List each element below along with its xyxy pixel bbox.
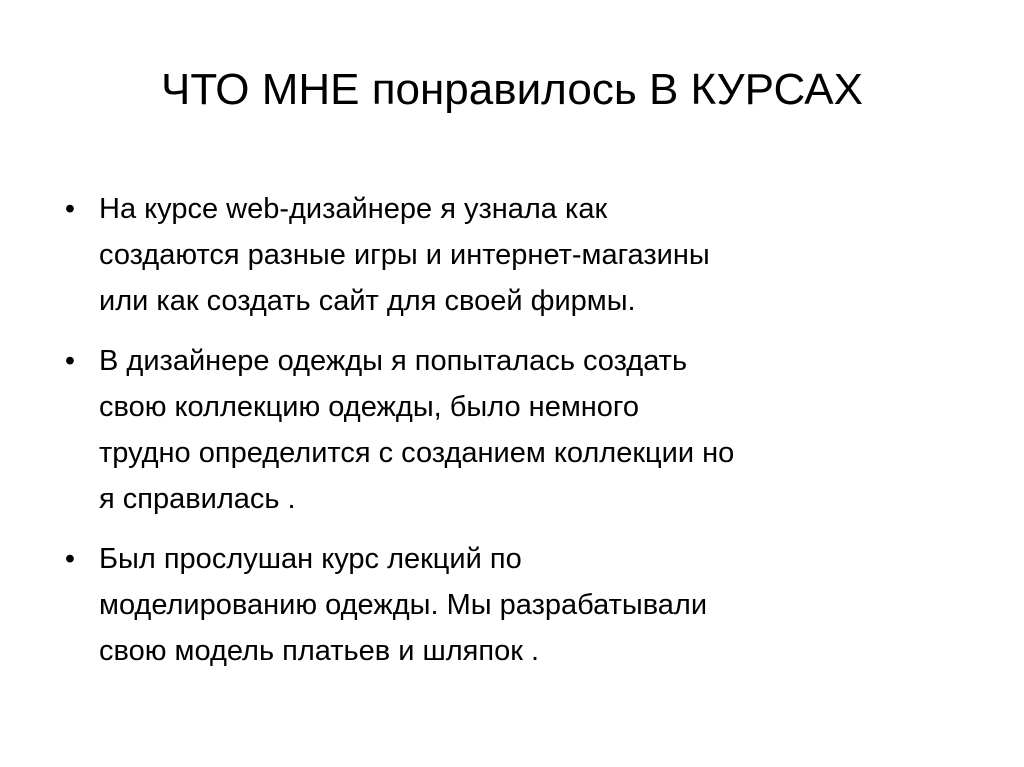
- bullet-list: [60, 186, 980, 688]
- bullet-line: я справилась .: [99, 483, 296, 515]
- bullet-line: Был прослушан курс лекций по: [99, 543, 522, 575]
- bullet-item: [60, 536, 980, 674]
- slide-title: ЧТО МНЕ понравилось В КУРСАХ: [161, 65, 863, 114]
- bullet-line: свою модель платьев и шляпок .: [99, 635, 539, 667]
- bullet-line: В дизайнере одежды я попыталась создать: [99, 345, 688, 377]
- bullet-line: моделированию одежды. Мы разрабатывали: [99, 589, 708, 621]
- bullet-item: [60, 186, 980, 324]
- bullet-line: свою коллекцию одежды, было немного: [99, 391, 639, 423]
- bullet-dot-icon: •: [64, 193, 76, 225]
- bullet-item: [60, 338, 980, 522]
- bullet-line: трудно определится с созданием коллекции но: [99, 437, 735, 469]
- bullet-dot-icon: •: [64, 543, 76, 575]
- bullet-line: На курсе web-дизайнере я узнала как: [99, 193, 608, 225]
- bullet-line: или как создать сайт для своей фирмы.: [99, 285, 636, 317]
- bullet-dot-icon: •: [64, 345, 76, 377]
- bullet-line: создаются разные игры и интернет-магазины: [99, 239, 710, 271]
